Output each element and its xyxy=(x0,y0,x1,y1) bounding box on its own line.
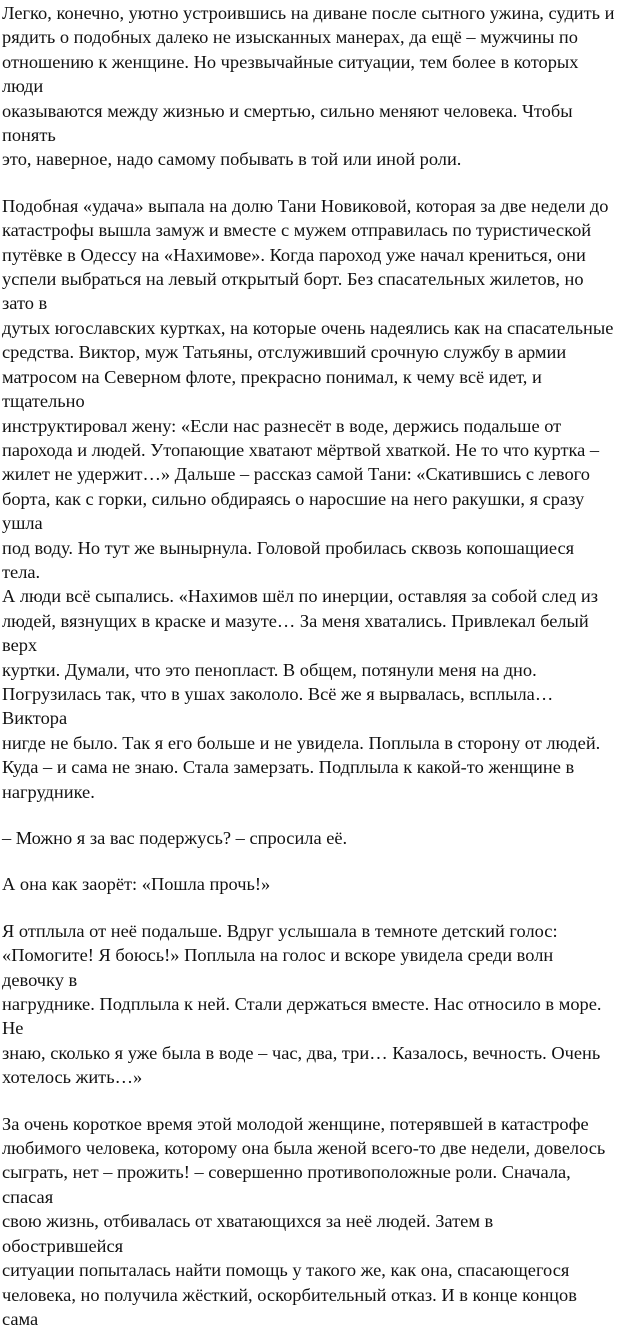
paragraph-girl-rescue: Я отплыла от неё подальше. Вдруг услышала в темноте детский голос: «Помогите! Я боюсь!» Поплыла на голос и вскоре увидела среди волн девочку в нагруднике. Подплыла к ней. Стали держаться вместе. Нас относило в море. Не знаю, сколько я уже была в воде – час, два, три… Казалось, вечность. Очень хотелось жить…» xyxy=(2,920,602,1088)
paragraph-tanya-story: Подобная «удача» выпала на долю Тани Новиковой, которая за две недели до катастрофы вышла замуж и вместе с мужем отправилась по туристической путёвке в Одессу на «Нахимове». Когда пароход уже начал крениться, они успели выбраться на левый открытый борт. Без спасательных жилетов, но зато в дутых югославских куртках, на которые очень надеялись как на спасательные средства. Виктор, муж Татьяны, отслуживший срочную службу в армии матросом на Северном флоте, прекрасно понимал, к чему всё идет, и тщательно инструктировал жену: «Если нас разнесёт в воде, держись подальше от парохода и людей. Утопающие хватают мёртвой хваткой. Не то что куртка – жилет не удержит…» Дальше – рассказ самой Тани: «Скатившись с левого борта, как с горки, сильно обдираясь о наросшие на него ракушки, я сразу ушла под воду. Но тут же вынырнула. Головой пробилась сквозь копошащиеся тела. А люди всё сыпались. «Нахимов шёл по инерции, оставляя за собой след из людей, вязнущих в краске и мазуте… За меня хватались. Привлекал белый верх куртки. Думали, что это пенопласт. В общем, потянули меня на дно. Погрузилась так, что в ушах закололо. Всё же я вырвалась, всплыла… Виктора нигде не было. Так я его больше и не увидела. Поплыла в сторону от людей. Куда – и сама не знаю. Стала замерзать. Подплыла к какой-то женщине в нагруднике. xyxy=(2,195,614,802)
paragraph-dialogue-answer: А она как заорёт: «Пошла прочь!» xyxy=(2,874,271,895)
paragraph-intro: Легко, конечно, уютно устроившись на диване после сытного ужина, судить и рядить о подобных далеко не изысканных манерах, да ещё – мужчины по отношению к женщине. Но чрезвычайные ситуации, тем более в которых люди оказываются между жизнью и смертью, сильно меняют человека. Чтобы понять это, наверное, надо самому побывать в той или иной роли. xyxy=(2,3,615,170)
paragraph-conclusion: За очень короткое время этой молодой женщине, потерявшей в катастрофе любимого человека, которому она была женой всего-то две недели, довелось сыграть, нет – прожить! – совершенно противоположные роли. Сначала, спасая свою жизнь, отбивалась от хватающихся за неё людей. Затем в обострившейся ситуации попыталась найти помощь у такого же, как она, спасающегося человека, но получила жёсткий, оскорбительный отказ. И в конце концов сама xyxy=(2,1113,606,1329)
paragraph-dialogue-question: – Можно я за вас подержусь? – спросила её. xyxy=(2,828,348,848)
